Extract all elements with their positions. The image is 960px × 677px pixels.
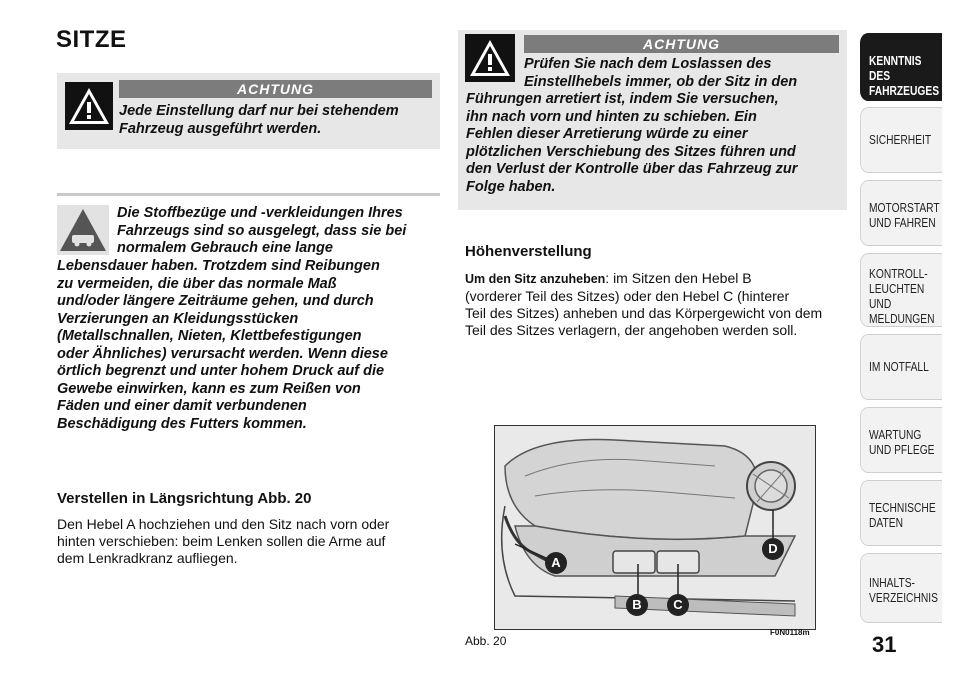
section-divider (57, 193, 440, 196)
warning-box-lock-check (458, 30, 847, 210)
warning-text-line: Fahrzeug ausgeführt werden. (119, 120, 322, 137)
tab-label-line: IM NOTFALL (869, 360, 929, 374)
note-text-line: und/oder längere Zeiträume gehen, und durch (57, 293, 374, 309)
warning-box-seat-adjust (57, 73, 440, 149)
seat-figure (494, 425, 816, 630)
sidebar-tab-motorstart[interactable] (860, 180, 942, 246)
note-text-line: oder Ähnliches) verursacht werden. Wenn diese (57, 345, 388, 362)
tab-label-line: UND PFLEGE (869, 443, 935, 457)
tab-label-line: KONTROLL- (869, 267, 928, 281)
sidebar-tab-kenntnis[interactable] (860, 33, 942, 101)
sidebar-tab-sicherheit[interactable] (860, 107, 942, 173)
figure-label-a: A (545, 552, 567, 574)
seat-illustration (495, 426, 815, 629)
page-title: SITZE (56, 26, 127, 53)
body-text-line: Teil des Sitzes verlagern, der angehoben werden soll. (465, 322, 798, 338)
figure-label-b: B (626, 594, 648, 616)
figure-label-d: D (762, 538, 784, 560)
figure-label-c: C (667, 594, 689, 616)
warning-label: ACHTUNG (524, 35, 839, 53)
tab-label-line: DES FAHRZEUGES (869, 69, 940, 98)
note-text-line: normalem Gebrauch eine lange (117, 240, 333, 256)
warning-label: ACHTUNG (119, 80, 432, 98)
tab-label-line: DATEN (869, 516, 903, 530)
body-text-line: dem Lenkradkranz aufliegen. (57, 550, 238, 566)
body-text-line: : im Sitzen den Hebel B (605, 270, 752, 286)
sidebar-tab-inhalts[interactable] (860, 553, 942, 623)
tab-label-line: SICHERHEIT (869, 133, 932, 147)
tab-label-line: UND FAHREN (869, 216, 936, 230)
warning-text-line: Führungen arretiert ist, indem Sie versuchen, (466, 91, 779, 107)
note-text-line: Verzierungen an Kleidungsstücken (57, 310, 299, 327)
note-text-line: örtlich begrenzt und unter hohem Druck auf die (57, 363, 385, 379)
warning-text-line: Prüfen Sie nach dem Loslassen des (524, 56, 772, 72)
warning-triangle-icon (65, 82, 113, 130)
warning-text-line: Folge haben. (466, 178, 556, 195)
page-number: 31 (872, 632, 897, 657)
note-text-line: Fäden und einer damit verbundenen (57, 398, 307, 414)
warning-text-line: Jede Einstellung darf nur bei stehendem (119, 103, 399, 119)
note-text-line: Fahrzeugs sind so ausgelegt, dass sie bei (117, 222, 407, 239)
section-heading-height: Höhenverstellung (465, 243, 592, 260)
tab-label-line: KENNTNIS (869, 54, 922, 68)
warning-triangle-icon (465, 34, 515, 82)
sidebar-tab-technische[interactable] (860, 480, 942, 546)
sidebar-tab-kontroll[interactable] (860, 253, 942, 327)
tab-label-line: UND MELDUNGEN (869, 297, 935, 326)
note-text-line: Gewebe einwirken, kann es zum Reißen von (57, 380, 361, 397)
note-text-line: Lebensdauer haben. Trotzdem sind Reibungen (57, 258, 380, 274)
warning-text-line: plötzlichen Verschiebung des Sitzes führen und (466, 143, 796, 160)
tab-label-line: WARTUNG (869, 428, 922, 442)
tab-label-line: MOTORSTART (869, 201, 940, 215)
tab-label-line: TECHNISCHE (869, 501, 936, 515)
body-text-line: Den Hebel A hochziehen und den Sitz nach vorn oder (57, 516, 390, 532)
body-text-line: Teil des Sitzes) anheben und das Körpergewicht von dem (465, 305, 823, 321)
body-text-line: (vorderer Teil des Sitzes) oder den Hebel C (hinterer (465, 288, 790, 304)
car-note-icon (57, 205, 109, 255)
body-text-line: hinten verschieben: beim Lenken sollen die Arme auf (57, 533, 386, 549)
sidebar-tab-wartung[interactable] (860, 407, 942, 473)
tab-label-line: INHALTS- (869, 576, 915, 590)
warning-text-line: ihn nach vorn und hinten zu schieben. Ein (466, 108, 757, 125)
section-heading-longitudinal: Verstellen in Längsrichtung Abb. 20 (57, 490, 312, 507)
note-text-line: zu vermeiden, die über das normale Maß (57, 275, 337, 292)
sidebar-tab-notfall[interactable] (860, 334, 942, 400)
warning-text-line: Einstellhebels immer, ob der Sitz in den (524, 73, 798, 90)
figure-code: F0N0118m (770, 628, 810, 637)
figure-caption: Abb. 20 (465, 634, 507, 648)
note-text-line: Die Stoffbezüge und -verkleidungen Ihres (117, 205, 403, 221)
note-text-line: (Metallschnallen, Nieten, Klettbefestigungen (57, 328, 362, 344)
warning-text-line: den Verlust der Kontrolle über das Fahrzeug zur (466, 161, 798, 177)
note-text-line: Beschädigung des Futters kommen. (57, 415, 307, 432)
lead-text: Um den Sitz anzuheben (465, 272, 606, 286)
tab-label-line: VERZEICHNIS (869, 591, 938, 605)
tab-label-line: LEUCHTEN (869, 282, 925, 296)
warning-text-line: Fehlen dieser Arretierung würde zu einer (466, 126, 748, 142)
